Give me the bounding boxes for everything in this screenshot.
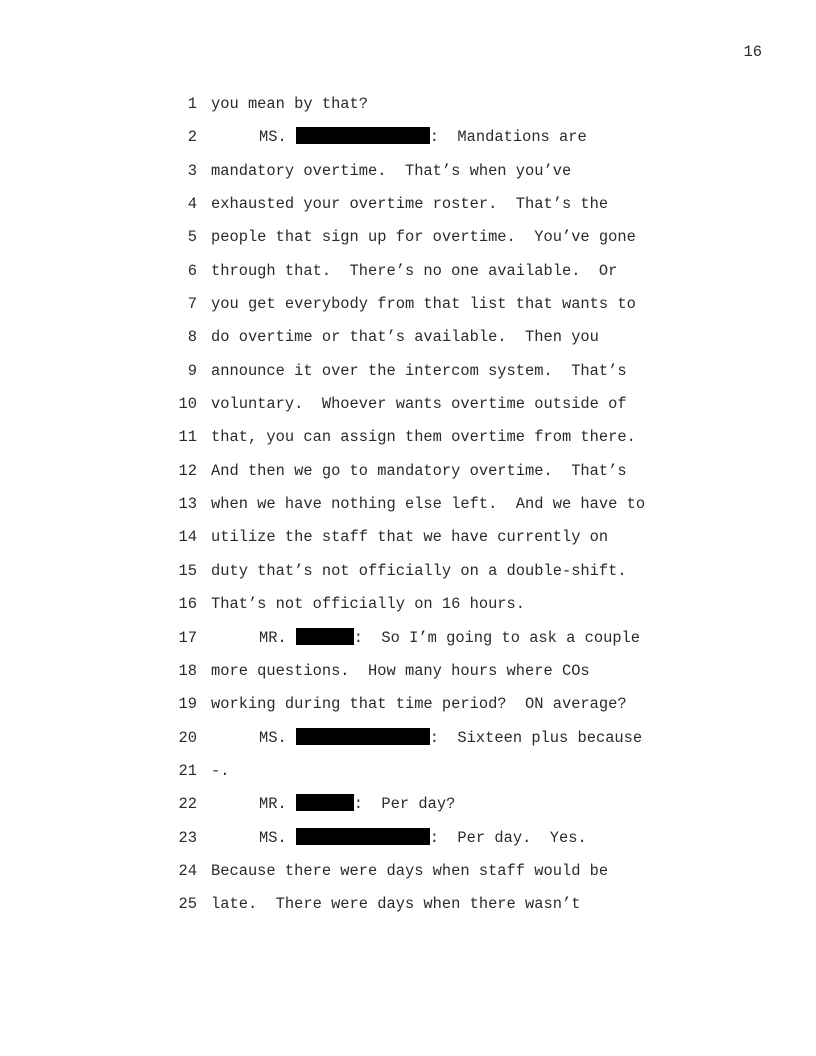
- line-content: : Per day. Yes.: [429, 828, 587, 847]
- transcript-line: [0, 561, 816, 594]
- line-number: 7: [187, 295, 197, 314]
- line-content: : Sixteen plus because: [429, 728, 643, 747]
- line-number: 16: [178, 595, 197, 614]
- speaker-label: MS.: [259, 728, 287, 747]
- line-number: 21: [178, 761, 197, 780]
- line-number: 15: [178, 561, 197, 580]
- redaction-block: [296, 728, 430, 745]
- line-content: announce it over the intercom system. That’s: [211, 361, 627, 380]
- line-text: [211, 828, 587, 848]
- line-content: through that. There’s no one available. Or: [211, 261, 618, 280]
- transcript-line: [0, 294, 816, 327]
- line-number: 13: [178, 495, 197, 514]
- line-text: [211, 728, 642, 748]
- transcript-line: [0, 461, 816, 494]
- transcript-line: [0, 94, 816, 127]
- line-number: 20: [178, 728, 197, 747]
- line-number: 5: [187, 228, 197, 247]
- line-content: : Per day?: [353, 795, 456, 814]
- line-content: when we have nothing else left. And we have to: [211, 495, 646, 514]
- line-number: 9: [187, 361, 197, 380]
- line-content: working during that time period? ON average?: [211, 695, 627, 714]
- line-number: 12: [178, 461, 197, 480]
- line-number: 10: [178, 395, 197, 414]
- line-number: 11: [178, 428, 197, 447]
- line-number: 8: [187, 328, 197, 347]
- line-text: [211, 527, 608, 547]
- line-number: 24: [178, 861, 197, 880]
- line-content: do overtime or that’s available. Then you: [211, 328, 599, 347]
- line-number: 25: [178, 895, 197, 914]
- line-content: : So I’m going to ask a couple: [353, 628, 641, 647]
- line-text: [211, 594, 525, 614]
- transcript-line: [0, 161, 816, 194]
- line-number: 23: [178, 828, 197, 847]
- line-text: [211, 394, 627, 414]
- line-number: 22: [178, 795, 197, 814]
- line-text: [211, 127, 587, 147]
- line-number: 1: [187, 95, 197, 113]
- line-number: 18: [178, 661, 197, 680]
- line-content: utilize the staff that we have currently on: [211, 528, 609, 547]
- transcript-line: [0, 761, 816, 794]
- line-number: 17: [178, 628, 197, 647]
- line-text: [211, 327, 599, 347]
- line-content: That’s not officially on 16 hours.: [211, 595, 526, 614]
- line-text: [211, 861, 608, 881]
- line-content: : Mandations are: [429, 128, 587, 147]
- line-number: 3: [187, 161, 197, 180]
- line-text: [211, 561, 627, 581]
- line-content: -.: [211, 761, 230, 780]
- line-content: you mean by that?: [211, 95, 369, 113]
- redaction-block: [296, 794, 354, 811]
- page-number: 16: [743, 43, 762, 61]
- line-content: you get everybody from that list that wants to: [211, 295, 636, 314]
- line-text: [211, 294, 636, 314]
- transcript-line: [0, 494, 816, 527]
- line-text: [211, 427, 636, 447]
- line-content: Because there were days when staff would be: [211, 861, 609, 880]
- line-text: [211, 94, 368, 114]
- transcript-line: [0, 527, 816, 560]
- speaker-label: MS.: [259, 128, 287, 147]
- redaction-block: [296, 828, 430, 845]
- line-content: exhausted your overtime roster. That’s the: [211, 195, 609, 214]
- line-number: 6: [187, 261, 197, 280]
- line-text: [211, 161, 571, 181]
- transcript-line: [0, 427, 816, 460]
- line-text: [211, 761, 229, 781]
- line-content: people that sign up for overtime. You’ve gone: [211, 228, 636, 247]
- line-content: voluntary. Whoever wants overtime outside of: [211, 395, 627, 414]
- line-text: [211, 194, 608, 214]
- line-number: 4: [187, 195, 197, 214]
- line-number: 19: [178, 695, 197, 714]
- transcript-line: [0, 227, 816, 260]
- redaction-block: [296, 127, 430, 144]
- line-text: [211, 461, 627, 481]
- transcript-line: [0, 694, 816, 727]
- line-text: [211, 794, 455, 814]
- line-content: more questions. How many hours where COs: [211, 661, 590, 680]
- transcript-line: [0, 728, 816, 761]
- transcript-line: [0, 594, 816, 627]
- speaker-label: MR.: [259, 795, 287, 814]
- transcript-line: [0, 661, 816, 694]
- transcript-line: [0, 861, 816, 894]
- transcript-line: [0, 828, 816, 861]
- line-text: [211, 894, 580, 914]
- line-content: late. There were days when there wasn’t: [211, 895, 581, 914]
- line-content: duty that’s not officially on a double-shift.: [211, 561, 627, 580]
- transcript-line: [0, 127, 816, 160]
- line-text: [211, 494, 645, 514]
- transcript-line: [0, 327, 816, 360]
- speaker-label: MR.: [259, 628, 287, 647]
- line-number: 14: [178, 528, 197, 547]
- line-text: [211, 227, 636, 247]
- transcript-line: [0, 394, 816, 427]
- line-text: [211, 694, 627, 714]
- line-text: [211, 661, 590, 681]
- redaction-block: [296, 628, 354, 645]
- line-content: And then we go to mandatory overtime. That’s: [211, 461, 627, 480]
- line-text: [211, 261, 617, 281]
- transcript-line: [0, 628, 816, 661]
- speaker-label: MS.: [259, 828, 287, 847]
- line-content: that, you can assign them overtime from there.: [211, 428, 636, 447]
- transcript-body: [0, 94, 816, 928]
- line-number: 2: [187, 128, 197, 147]
- line-text: [211, 361, 627, 381]
- line-text: [211, 628, 640, 648]
- line-content: mandatory overtime. That’s when you’ve: [211, 161, 572, 180]
- transcript-line: [0, 194, 816, 227]
- transcript-line: [0, 361, 816, 394]
- transcript-line: [0, 261, 816, 294]
- transcript-line: [0, 894, 816, 927]
- transcript-line: [0, 794, 816, 827]
